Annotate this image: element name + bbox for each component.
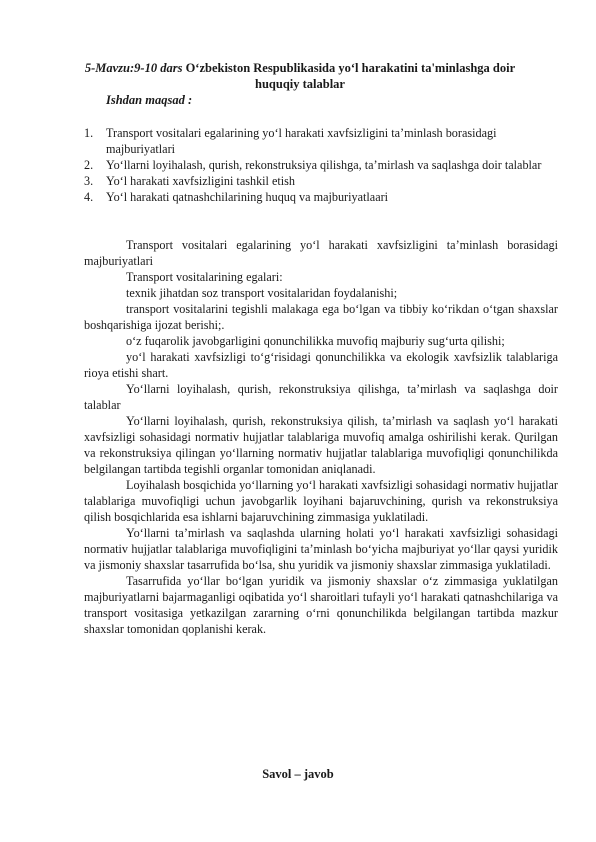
paragraph: yo‘l harakati xavfsizligi to‘g‘risidagi qonunchilikka va ekologik xavfsizlik talablariga rioya etishi shart. [84,350,558,380]
paragraph: transport vositalarini tegishli malakaga ega bo‘lgan va tibbiy ko‘rikdan o‘tgan shaxslar boshqarishiga ijozat berishi;. [84,302,558,332]
title-topic: O‘zbekiston Respublikasida yo‘l harakatini ta'minlashga doir huquqiy talablar [185,61,516,91]
list-item-text: Yo‘l harakati qatnashchilarining huquq va majburiyatlaari [106,190,389,204]
list-item-number: 2. [84,158,94,172]
paragraph: Tasarrufida yo‘llar bo‘lgan yuridik va jismoniy shaxslar o‘z zimmasiga yuklatilgan majburiyatlarni bajarmaganligi oqibatida yo‘l sharoitlari tufayli yo‘l harakati qatnashchilariga va transport vositasiga yetkazilgan zararning o‘rni qonunchilikda belgilangan tartibda mazkur shaxslar tomonidan qoplanishi kerak. [84,574,558,636]
list-item-text: Yo‘l harakati xavfsizligini tashkil etish [106,174,295,188]
page-title [70,60,530,92]
footer-heading: Savol – javob [262,767,334,781]
paragraph: Loyihalash bosqichida yo‘llarning yo‘l harakati xavfsizligi sohasidagi normativ hujjatlar talablariga muvofiqligi uchun javobgarlik loyihani bajaruvchining, qurish va rekonstruksiya qilish bosqichlarida esa ishlarni bajaruvchining zimmasiga yuklatiladi. [84,478,558,524]
list-item [84,157,564,173]
paragraph: o‘z fuqarolik javobgarligini qonunchilikka muvofiq majburiy sug‘urta qilishi; [126,334,505,348]
document-body [84,237,558,637]
title-lesson-label: 5-Mavzu:9-10 dars [84,61,183,75]
list-item-text: Yo‘llarni loyihalash, qurish, rekonstruksiya qilishga, ta’mirlash va saqlashga doir talablar [106,158,542,172]
section-heading-paragraph: Yo‘llarni loyihalash, qurish, rekonstruksiya qilishga, ta’mirlash va saqlashga doir talablar [84,382,558,412]
list-item [84,173,564,189]
paragraph: Yo‘llarni loyihalash, qurish, rekonstruksiya qilish, ta’mirlash va saqlash yo‘l harakati xavfsizligi sohasidagi normativ hujjatlar talablariga muvofiq amalga oshirilishi kerak. Qurilgan va rekonstruksiya qilingan yo‘llarning normativ hujjatlar talablariga muvofiqligi qonunchilikda belgilangan tartibda tegishli organlar tomonidan aniqlanadi. [84,414,558,476]
list-item-text: Transport vositalari egalarining yo‘l harakati xavfsizligini ta’minlash borasidagi majburiyatlari [106,126,497,156]
paragraph: Yo‘llarni ta’mirlash va saqlashda ularning holati yo‘l harakati xavfsizligi sohasidagi normativ hujjatlar talablariga muvofiqligini ta’minlash bo‘yicha majburiyat yo‘llar qaysi yuridik va jismoniy shaxslar tasarrufida bo‘lsa, shu yuridik va jismoniy shaxslar zimmasiga yuklatiladi. [84,526,558,572]
list-item [84,125,564,157]
list-item [84,189,564,205]
list-item-number: 4. [84,190,94,204]
list-item-number: 3. [84,174,94,188]
section-heading-paragraph: Transport vositalari egalarining yo‘l harakati xavfsizligini ta’minlash borasidagi majburiyatlari [84,238,558,268]
paragraph: Transport vositalarining egalari: [126,270,283,284]
goal-heading: Ishdan maqsad : [106,93,193,107]
paragraph: texnik jihatdan soz transport vositalaridan foydalanishi; [126,286,398,300]
objectives-list [84,125,564,205]
list-item-number: 1. [84,126,94,140]
